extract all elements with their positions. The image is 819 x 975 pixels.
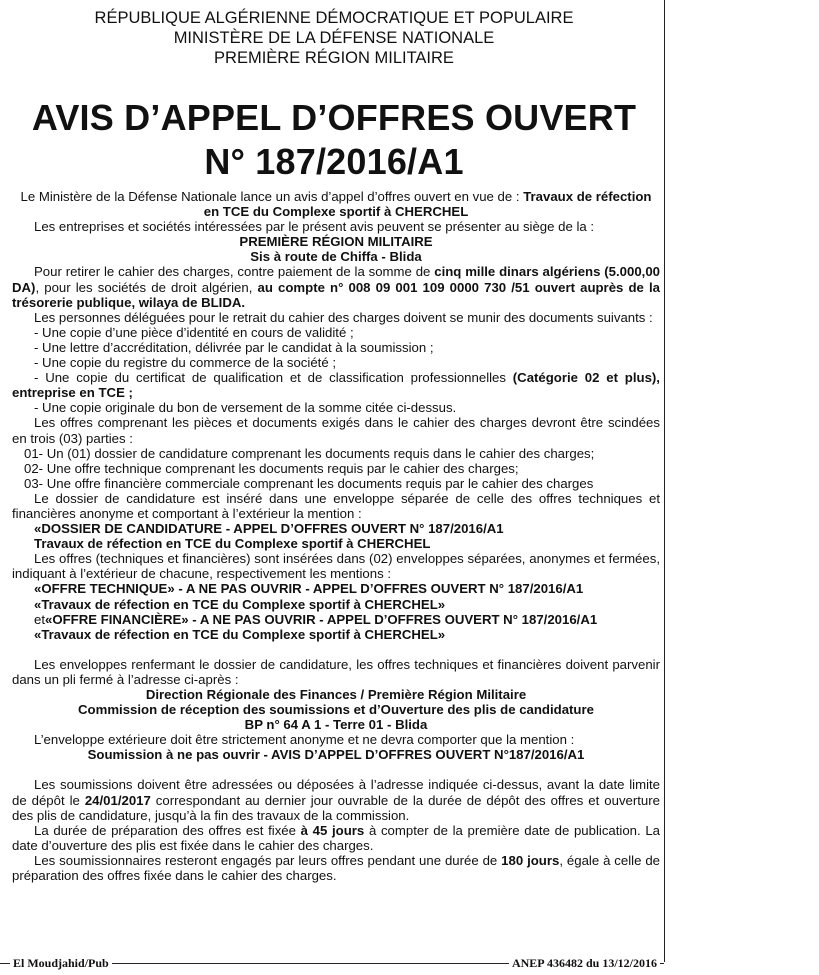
documents-paragraph: Les personnes déléguées pour le retrait du cahier des charges doivent se munir des documents suivants : <box>34 309 653 325</box>
payment-text-2: , pour les sociétés de droit algérien, <box>35 279 258 295</box>
candidature-paragraph: Le dossier de candidature est inséré dans une enveloppe séparée de celle des offres techniques et financières anonyme et comportant à l’extérieur la mention : <box>12 490 660 521</box>
intro-paragraph <box>12 189 660 219</box>
commitment-days: 180 jours <box>501 852 560 868</box>
duration-days: à 45 jours <box>300 822 365 838</box>
offers-paragraph: Les offres comprenant les pièces et documents exigés dans le cahier des charges devront être scindées en trois (03) parties : <box>12 415 660 446</box>
offer-part-3: 03- Une offre financière commerciale comprenant les documents requis par le cahier des charges <box>24 475 594 491</box>
companies-paragraph: Les entreprises et sociétés intéressées par le présent avis peuvent se présenter au siège de la : <box>34 219 595 235</box>
footer <box>0 955 664 971</box>
certificate-text: - Une copie du certificat de qualification et de classification professionnelles <box>34 370 513 386</box>
notice-number: N° 187/2016/A1 <box>204 141 464 182</box>
deadline-date: 24/01/2017 <box>84 792 151 808</box>
intro-project: Travaux de réfection en TCE du Complexe sportif à CHERCHEL <box>203 189 652 220</box>
doc-item-identity: - Une copie d’une pièce d’identité en cours de validité ; <box>34 324 354 340</box>
mention-financial <box>12 612 660 627</box>
deadline-text: Les soumissions doivent être adressées ou déposées à l’adresse indiquée ci-dessus, avant la date limite de dépôt le <box>12 777 660 808</box>
mention-candidature: «DOSSIER DE CANDIDATURE - APPEL D’OFFRES OUVERT N° 187/2016/A1 <box>34 521 504 537</box>
address-direction: Direction Régionale des Finances / Première Région Militaire <box>145 687 527 702</box>
header-ministry: MINISTÈRE DE LA DÉFENSE NATIONALE <box>173 29 495 47</box>
mention-project-1: Travaux de réfection en TCE du Complexe sportif à CHERCHEL <box>34 536 431 552</box>
mention-project-3: «Travaux de réfection en TCE du Complexe sportif à CHERCHEL» <box>34 626 446 642</box>
payment-text: Pour retirer le cahier des charges, contre paiement de la somme de <box>34 264 435 280</box>
notice-title: AVIS D’APPEL D’OFFRES OUVERT <box>31 97 637 138</box>
notice-frame <box>4 0 665 962</box>
duration-text: La durée de préparation des offres est fixée <box>34 822 301 838</box>
intro-text: Le Ministère de la Défense Nationale lance un avis d’appel d’offres ouvert en vue de : <box>20 189 524 204</box>
doc-item-registry: - Une copie du registre du commerce de la société ; <box>34 355 336 371</box>
header-region: PREMIÈRE RÉGION MILITAIRE <box>214 49 454 67</box>
mention-project-2: «Travaux de réfection en TCE du Complexe sportif à CHERCHEL» <box>34 596 446 612</box>
region-address: Sis à route de Chiffa - Blida <box>250 249 422 265</box>
mention-outer: Soumission à ne pas ouvrir - AVIS D’APPEL D’OFFRES OUVERT N°187/2016/A1 <box>87 747 585 763</box>
payment-amount: cinq mille dinars algériens (5.000,00 DA) <box>12 264 660 295</box>
envelopes-paragraph: Les offres (techniques et financières) sont insérées dans (02) enveloppes séparées, anonymes et fermées, indiquant à l’extérieur de chacune, respectivement les mentions : <box>12 551 660 582</box>
doc-item-payment-slip: - Une copie originale du bon de versement de la somme citée ci-dessus. <box>34 400 457 416</box>
delivery-paragraph: Les enveloppes renfermant le dossier de candidature, les offres techniques et financières doivent parvenir dans un pli fermé à l’adresse ci-après : <box>12 656 660 687</box>
payment-paragraph <box>12 264 660 309</box>
commitment-text-2: , égale à celle de préparation des offres fixée dans le cahier des charges. <box>12 852 660 884</box>
header-block <box>4 8 664 68</box>
header-republic: RÉPUBLIQUE ALGÉRIENNE DÉMOCRATIQUE ET POPULAIRE <box>94 9 574 27</box>
duration-paragraph <box>12 823 660 853</box>
outer-envelope-paragraph: L’enveloppe extérieure doit être strictement anonyme et ne devra comporter que la mention : <box>34 732 575 748</box>
deadline-text-2: correspondant au dernier jour ouvrable de la durée de dépôt des offres et ouverture des plis de candidature, jusqu’à la fin des travaux de la commission. <box>12 792 660 823</box>
commitment-text: Les soumissionnaires resteront engagés par leurs offres pendant une durée de <box>34 852 502 868</box>
commitment-paragraph <box>12 853 660 883</box>
offer-part-2: 02- Une offre technique comprenant les documents requis par le cahier des charges; <box>24 460 519 476</box>
mention-financial-text: «OFFRE FINANCIÈRE» - A NE PAS OUVRIR - APPEL D’OFFRES OUVERT N° 187/2016/A1 <box>45 611 598 627</box>
spacer <box>12 762 660 777</box>
payment-account: au compte n° 008 09 001 109 0000 730 /51 ouvert auprès de la trésorerie publique, wilaya de BLIDA. <box>12 279 660 310</box>
footer-publication: El Moudjahid/Pub <box>10 955 112 971</box>
duration-text-2: à compter de la première date de publication. La date d’ouverture des plis est fixée dans le cahier des charges. <box>12 822 661 853</box>
certificate-category: (Catégorie 02 et plus), entreprise en TCE ; <box>12 370 660 401</box>
doc-item-certificate <box>12 370 660 400</box>
spacer <box>12 642 660 657</box>
offer-part-1: 01- Un (01) dossier de candidature comprenant les documents requis dans le cahier des charges; <box>24 445 595 461</box>
address-bp: BP n° 64 A 1 - Terre 01 - Blida <box>244 717 428 733</box>
mention-technical: «OFFRE TECHNIQUE» - A NE PAS OUVRIR - APPEL D’OFFRES OUVERT N° 187/2016/A1 <box>34 581 584 597</box>
doc-item-accreditation: - Une lettre d’accréditation, délivrée par le candidat à la soumission ; <box>34 339 434 355</box>
notice-body <box>12 189 660 883</box>
region-name: PREMIÈRE RÉGION MILITAIRE <box>239 234 433 250</box>
footer-anep-reference: ANEP 436482 du 13/12/2016 <box>509 955 660 971</box>
deadline-paragraph <box>12 777 660 822</box>
address-commission: Commission de réception des soumissions et d’Ouverture des plis de candidature <box>78 702 594 718</box>
mention-and: et <box>34 611 45 627</box>
